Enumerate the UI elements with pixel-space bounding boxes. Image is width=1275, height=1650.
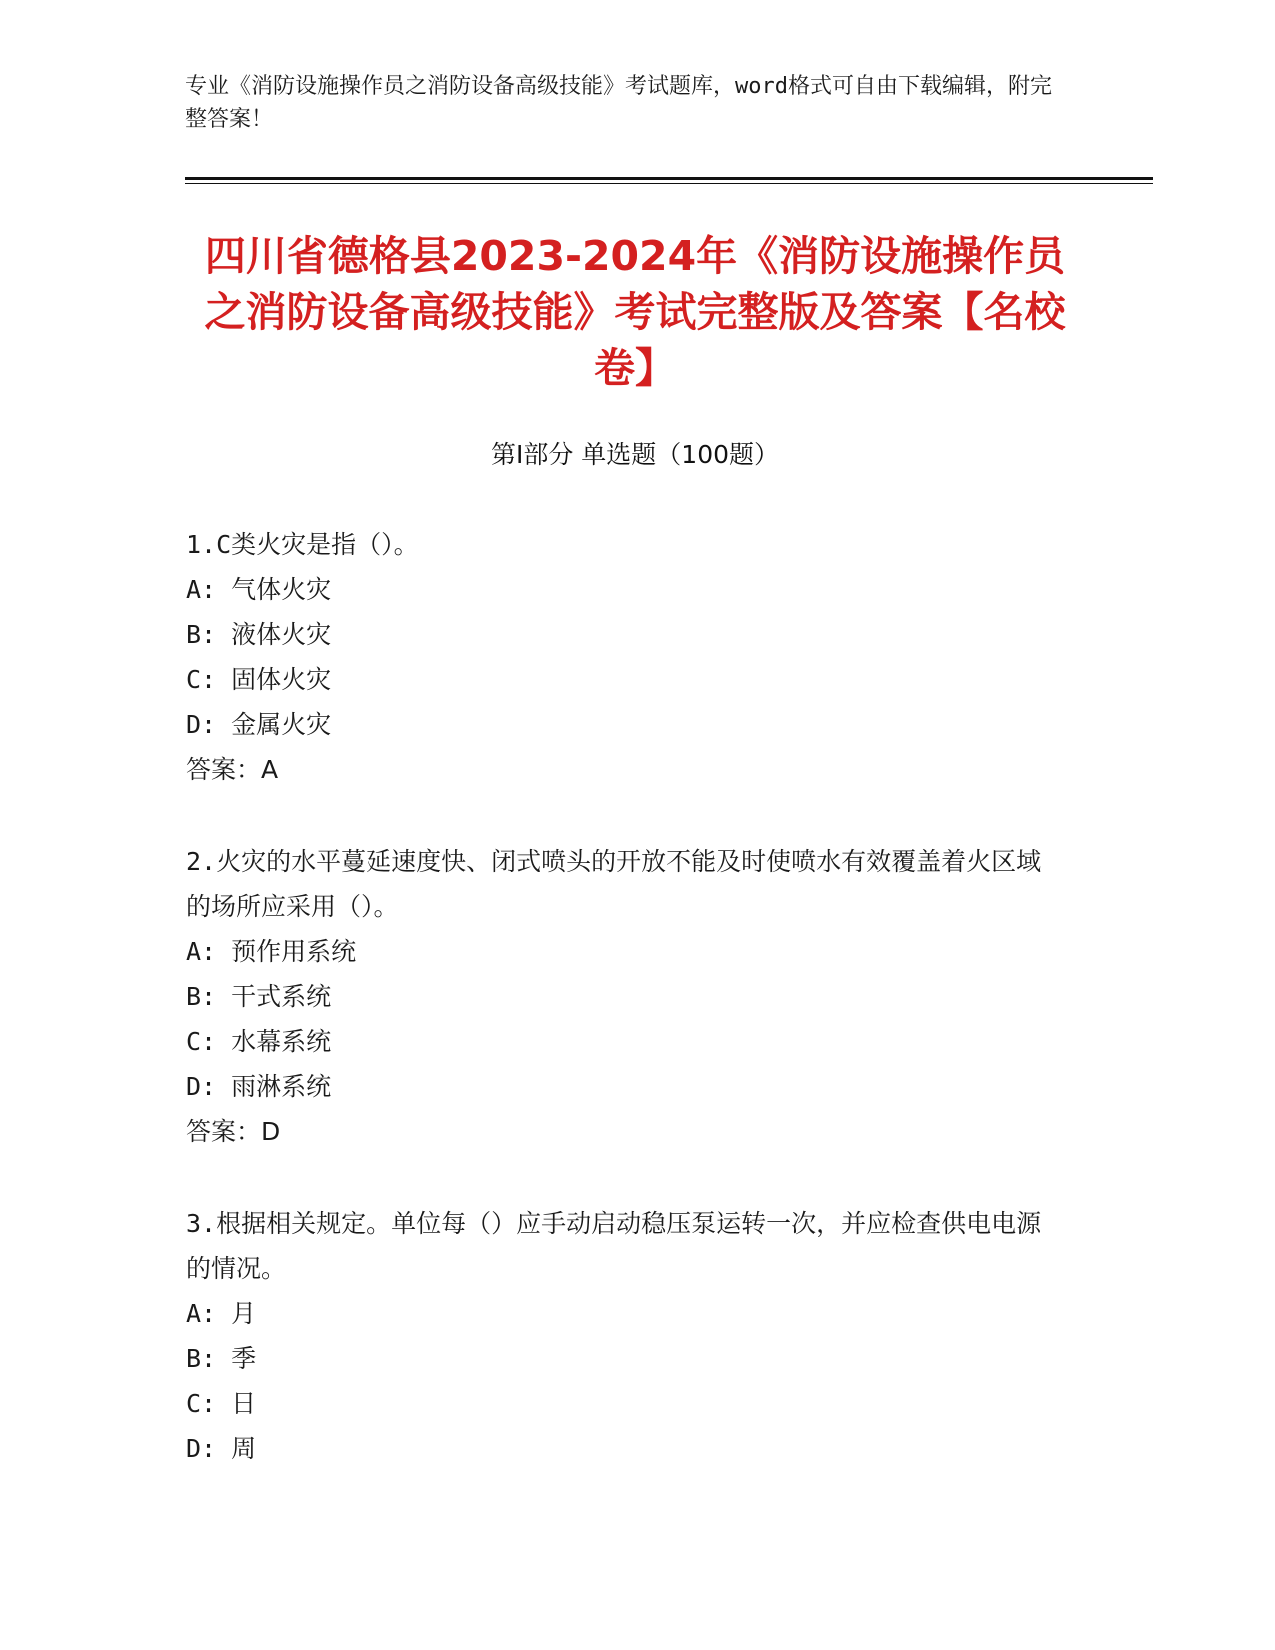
question-answer: 答案：A — [186, 755, 279, 784]
question-stem: 1.C类火灾是指（）。 — [186, 530, 419, 559]
option-b: B: 液体火灾 — [186, 620, 332, 649]
option-a: A: 月 — [186, 1299, 257, 1328]
question-list — [186, 522, 1066, 1518]
option-d: D: 金属火灾 — [186, 710, 332, 739]
document-title: 四川省德格县2023-2024年《消防设施操作员之消防设备高级技能》考试完整版及答案【名校卷】 — [204, 232, 1066, 392]
question-3 — [186, 1201, 1066, 1471]
section-heading: 第Ⅰ部分 单选题（100题） — [490, 440, 780, 469]
option-b: B: 干式系统 — [186, 982, 332, 1011]
option-a: A: 预作用系统 — [186, 937, 357, 966]
header-note: 专业《消防设施操作员之消防设备高级技能》考试题库，word格式可自由下载编辑，附完整答案！ — [185, 74, 1052, 132]
option-c: C: 日 — [186, 1389, 257, 1418]
option-d: D: 雨淋系统 — [186, 1072, 332, 1101]
option-c: C: 水幕系统 — [186, 1027, 332, 1056]
option-b: B: 季 — [186, 1344, 257, 1373]
option-c: C: 固体火灾 — [186, 665, 332, 694]
option-d: D: 周 — [186, 1434, 257, 1463]
question-answer: 答案：D — [186, 1117, 281, 1146]
header-divider-thick — [185, 177, 1153, 180]
question-1 — [186, 522, 1066, 792]
option-a: A: 气体火灾 — [186, 575, 332, 604]
question-2 — [186, 839, 1066, 1154]
question-stem: 2.火灾的水平蔓延速度快、闭式喷头的开放不能及时使喷水有效覆盖着火区域的场所应采用（）。 — [186, 847, 1042, 921]
question-stem: 3.根据相关规定。单位每（）应手动启动稳压泵运转一次，并应检查供电电源的情况。 — [186, 1209, 1042, 1283]
header-divider-thin — [185, 183, 1153, 184]
